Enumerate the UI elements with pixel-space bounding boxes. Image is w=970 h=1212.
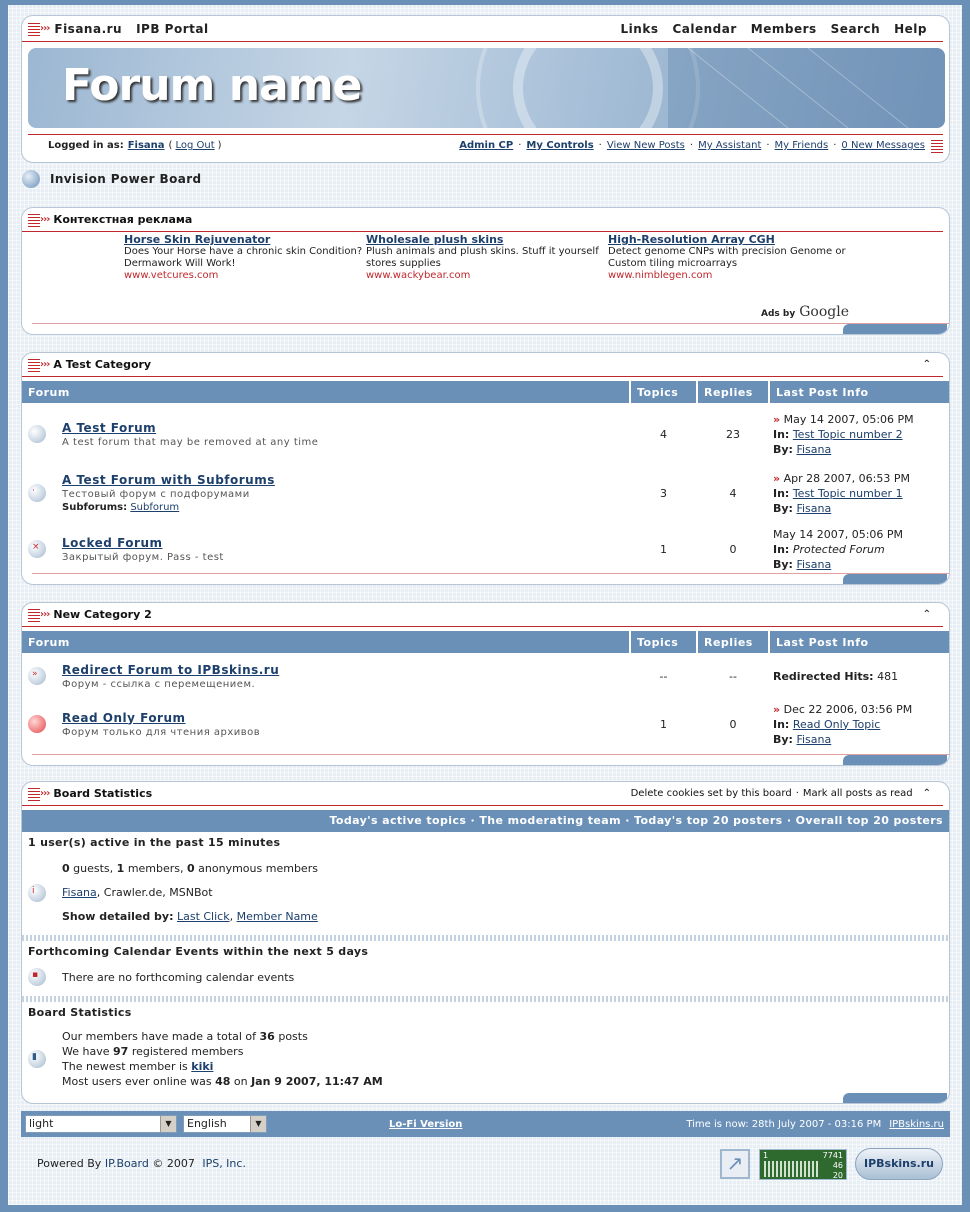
forum-row	[22, 699, 949, 749]
sep: ·	[766, 140, 770, 151]
my-assistant-link[interactable]: My Assistant	[698, 140, 762, 151]
posts-total	[62, 1029, 383, 1044]
forum-replies: 4	[729, 486, 737, 500]
box-foot-tab	[843, 324, 947, 334]
moderating-team-link[interactable]: The moderating team	[479, 814, 621, 827]
col-last-post: Last Post Info	[769, 381, 949, 403]
last-post-date: Dec 22 2006, 03:56 PM	[783, 702, 913, 716]
forum-table	[22, 381, 949, 577]
category-box	[21, 352, 950, 585]
last-post-user[interactable]: Fisana	[796, 442, 832, 456]
by-label: By:	[773, 732, 793, 746]
calendar-icon: ▪	[28, 968, 46, 986]
col-forum: Forum	[22, 631, 630, 653]
forum-readonly-icon	[28, 715, 46, 733]
posts-pre: Our members have made a total of	[62, 1030, 257, 1043]
ad-text: Detect genome CNPs with precision Genome or Custom tiling microarrays	[608, 246, 846, 269]
forum-topics: --	[659, 669, 668, 683]
in-label: In:	[773, 542, 790, 556]
online-list	[62, 881, 318, 905]
arrows-icon: ›››	[40, 214, 50, 225]
subforum-link[interactable]: Subforum	[130, 502, 180, 513]
ipboard-link[interactable]: IP.Board	[104, 1157, 149, 1170]
counter-bars	[764, 1161, 820, 1177]
overall-top-posters-link[interactable]: Overall top 20 posters	[795, 814, 943, 827]
by-label: By:	[773, 442, 793, 456]
arrows-icon: ›››	[40, 788, 50, 799]
posts-post: posts	[278, 1030, 308, 1043]
subforums-label: Subforums:	[62, 502, 128, 513]
last-post-arrow-icon[interactable]: »	[773, 702, 781, 716]
last-post-arrow-icon[interactable]: »	[773, 412, 781, 426]
top-nav	[22, 16, 943, 42]
ad-url[interactable]: www.nimblegen.com	[608, 270, 713, 281]
counter-total: 7741	[822, 1151, 843, 1160]
ips-link[interactable]: IPS, Inc.	[202, 1157, 246, 1170]
in-label: In:	[773, 427, 790, 441]
header-box	[21, 15, 950, 163]
forum-desc: Форум - ссылка с перемещением.	[62, 678, 256, 690]
forum-name[interactable]: Read Only Forum	[62, 710, 186, 725]
forum-desc: Форум только для чтения архивов	[62, 726, 261, 738]
forum-desc: A test forum that may be removed at any time	[62, 436, 319, 448]
forum-row	[22, 521, 949, 577]
stats-box	[21, 781, 950, 1104]
in-label: In:	[773, 717, 790, 731]
forum-name[interactable]: A Test Forum with Subforums	[62, 473, 275, 487]
col-forum: Forum	[22, 381, 630, 403]
last-post-topic[interactable]: Test Topic number 2	[792, 427, 903, 441]
view-new-posts-link[interactable]: View New Posts	[606, 140, 685, 151]
page	[8, 5, 962, 1205]
most-date: Jan 9 2007, 11:47 AM	[251, 1075, 383, 1088]
arrows-icon: ›››	[40, 359, 50, 370]
anon-count: 0	[187, 862, 195, 875]
forum-desc: Закрытый форум. Pass - test	[62, 551, 224, 563]
ads-head	[22, 208, 943, 232]
stripes-icon	[28, 213, 40, 227]
my-controls-link[interactable]: My Controls	[526, 140, 594, 151]
online-user-link[interactable]: Fisana	[62, 886, 97, 899]
guests-count: 0	[62, 862, 70, 875]
forum-row	[22, 403, 949, 465]
most-pre: Most users ever online was	[62, 1075, 212, 1088]
site-name-link[interactable]: Fisana.ru	[54, 21, 123, 36]
user-link[interactable]: Fisana	[127, 140, 165, 151]
active-topics-link[interactable]: Today's active topics	[329, 814, 467, 827]
board-stats-section	[22, 1023, 949, 1095]
forum-topics: 1	[660, 542, 667, 556]
stats-head	[22, 782, 943, 806]
ad-text: Does Your Horse have a chronic skin Condition? Dermawork Will Work!	[124, 246, 363, 269]
sep: ·	[689, 140, 694, 151]
forum-replies: 0	[729, 717, 737, 731]
calendar-section	[22, 962, 949, 996]
most-online	[62, 1074, 383, 1089]
members-label: members,	[127, 862, 184, 875]
last-post-date: May 14 2007, 05:06 PM	[783, 412, 914, 426]
forum-topics: 1	[660, 717, 667, 731]
ads-by-label: Ads by	[761, 309, 796, 319]
copyright	[37, 1157, 246, 1170]
sep: ·	[518, 140, 522, 151]
registered-total	[62, 1044, 383, 1059]
divider	[32, 754, 949, 755]
forum-desc: Тестовый форум с подфорумами	[62, 489, 250, 500]
counter-today: 46	[832, 1161, 843, 1170]
collapse-icon[interactable]: ⌃	[922, 609, 931, 620]
last-post	[769, 521, 949, 577]
forum-row	[22, 653, 949, 699]
board-stats-head: Board Statistics	[28, 1006, 132, 1019]
admin-cp-link[interactable]: Admin CP	[459, 140, 514, 151]
arrows-icon: ›››	[40, 23, 50, 34]
breadcrumb	[22, 170, 202, 188]
stripes-icon	[28, 608, 40, 622]
category-head	[22, 353, 943, 377]
external-link-icon[interactable]: ↗	[720, 1149, 750, 1179]
last-post	[769, 403, 949, 465]
ad-url[interactable]: www.wackybear.com	[366, 270, 471, 281]
ad-item	[124, 234, 366, 282]
col-replies: Replies	[697, 631, 769, 653]
active-counts	[62, 857, 318, 881]
forum-read-icon	[28, 425, 46, 443]
new-messages-link[interactable]: 0 New Messages	[841, 140, 925, 151]
divider	[32, 323, 949, 324]
footer-bar	[21, 1111, 950, 1137]
col-topics: Topics	[630, 381, 697, 403]
ad-title[interactable]: Horse Skin Rejuvenator	[124, 233, 271, 246]
last-post-topic[interactable]: Read Only Topic	[792, 717, 881, 731]
logout-link[interactable]: Log Out	[175, 140, 215, 151]
last-post-user[interactable]: Fisana	[796, 501, 832, 515]
sep: ·	[598, 140, 602, 151]
last-post-date: Apr 28 2007, 06:53 PM	[783, 471, 910, 485]
redirect-hits: 481	[877, 669, 899, 683]
ad-url[interactable]: www.vetcures.com	[124, 270, 219, 281]
member-name-link[interactable]: Member Name	[236, 910, 318, 923]
user-links	[459, 140, 931, 151]
most-count: 48	[215, 1075, 231, 1088]
last-post-date: May 14 2007, 05:06 PM	[773, 527, 904, 541]
forum-redirect-icon: »	[28, 667, 46, 685]
forum-locked-icon: ×	[28, 540, 46, 558]
ad-title[interactable]: Wholesale plush skins	[366, 233, 504, 246]
box-foot-tab	[843, 755, 947, 765]
lofi-link[interactable]: Lo-Fi Version	[389, 1118, 463, 1130]
last-post-topic[interactable]: Test Topic number 1	[792, 486, 903, 500]
main-nav	[621, 22, 943, 36]
col-replies: Replies	[697, 381, 769, 403]
active-users-head: 1 user(s) active in the past 15 minutes	[28, 836, 281, 849]
newest-pre: The newest member is	[62, 1060, 188, 1073]
language-value: English	[187, 1117, 227, 1130]
stats-chart-icon: ▮	[28, 1050, 46, 1068]
ads-by-google[interactable]	[761, 304, 849, 320]
forum-replies: 0	[729, 542, 737, 556]
user-bar	[28, 134, 943, 156]
detailed-label: Show detailed by:	[62, 910, 174, 923]
col-last-post: Last Post Info	[769, 631, 949, 653]
last-post	[769, 653, 949, 699]
ad-item	[366, 234, 608, 282]
show-detailed: Show detailed by: Last Click, Member Name	[62, 910, 318, 923]
counter-online: 20	[832, 1171, 843, 1180]
stats-links-bar: Today's active topics · The moderating team · Today's top 20 posters · Overall top 20 posters	[22, 810, 949, 832]
time-now: Time is now: 28th July 2007 - 03:16 PM	[686, 1118, 882, 1130]
by-label: By:	[773, 557, 793, 571]
forum-name[interactable]: Redirect Forum to IPBskins.ru	[62, 662, 280, 677]
online-users-icon: i	[28, 884, 46, 902]
skin-value: light	[29, 1117, 54, 1130]
collapse-icon[interactable]: ⌃	[922, 359, 931, 370]
calendar-text: There are no forthcoming calendar events	[62, 970, 295, 984]
ipbskins-badge-label: IPBskins.ru	[864, 1157, 934, 1170]
category-title[interactable]: A Test Category	[53, 358, 152, 371]
language-select[interactable]	[183, 1115, 267, 1133]
ad-text: Plush animals and plush skins. Stuff it yourself stores supplies	[366, 246, 599, 269]
ads-list	[22, 234, 949, 282]
breadcrumb-icon	[22, 170, 40, 188]
stats-actions	[631, 788, 913, 799]
my-friends-link[interactable]: My Friends	[774, 140, 829, 151]
nav-search[interactable]: Search	[830, 21, 881, 36]
breadcrumb-text[interactable]: Invision Power Board	[50, 172, 202, 186]
delete-cookies-link[interactable]: Delete cookies set by this board	[630, 788, 792, 799]
forum-name[interactable]: Locked Forum	[62, 535, 163, 550]
copyright-year: © 2007	[152, 1157, 195, 1170]
category-head	[22, 603, 943, 627]
logged-in-label: Logged in as:	[48, 140, 124, 151]
last-post	[769, 699, 949, 749]
arrows-icon: ›››	[40, 609, 50, 620]
members-count: 1	[116, 862, 125, 875]
box-foot-tab	[843, 1093, 947, 1103]
nav-calendar[interactable]: Calendar	[672, 21, 737, 36]
by-label: By:	[773, 501, 793, 515]
anon-label: anonymous members	[198, 862, 318, 875]
nav-help[interactable]: Help	[894, 21, 927, 36]
ad-item	[608, 234, 850, 282]
last-post-user[interactable]: Fisana	[796, 732, 832, 746]
powered-pre: Powered By	[37, 1157, 102, 1170]
redirect-hits-label: Redirected Hits:	[773, 669, 874, 683]
last-post-user[interactable]: Fisana	[796, 557, 832, 571]
banner-title: Forum name	[62, 60, 362, 111]
sep: ·	[795, 788, 799, 799]
last-post-arrow-icon[interactable]: »	[773, 471, 781, 485]
google-logo: Google	[799, 304, 849, 320]
portal-link[interactable]: IPB Portal	[136, 21, 209, 36]
reg-post: registered members	[131, 1045, 244, 1058]
nav-members[interactable]: Members	[750, 21, 817, 36]
counter-label: 1	[763, 1151, 769, 1160]
forum-table	[22, 631, 949, 749]
ipbskins-badge[interactable]	[855, 1148, 943, 1180]
sep: ·	[833, 140, 837, 151]
box-foot-tab	[843, 574, 947, 584]
stats-title: Board Statistics	[53, 787, 153, 800]
most-on: on	[233, 1075, 248, 1088]
logout-paren-open: (	[168, 140, 173, 151]
forum-row	[22, 465, 949, 521]
reg-pre: We have	[62, 1045, 110, 1058]
ads-title: Контекстная реклама	[53, 213, 193, 226]
mark-read-link[interactable]: Mark all posts as read	[802, 788, 913, 799]
last-post-topic: Protected Forum	[792, 542, 885, 556]
stripes-icon	[931, 139, 943, 153]
posts-count: 36	[259, 1030, 275, 1043]
online-others: , Crawler.de, MSNBot	[96, 886, 213, 899]
newest-member	[62, 1059, 383, 1074]
forum-topics: 4	[660, 427, 667, 441]
last-post	[769, 465, 949, 521]
forum-replies: --	[729, 669, 737, 683]
stripes-icon	[28, 22, 40, 36]
reg-count: 97	[113, 1045, 129, 1058]
calendar-head: Forthcoming Calendar Events within the next 5 days	[28, 945, 369, 958]
guests-label: guests,	[73, 862, 114, 875]
newest-member-link[interactable]: kiki	[191, 1060, 214, 1073]
forum-name[interactable]: A Test Forum	[62, 420, 157, 435]
forum-subforum-icon: ·	[28, 484, 46, 502]
category-title[interactable]: New Category 2	[53, 608, 152, 621]
forum-replies: 23	[726, 427, 740, 441]
logout-paren-close: )	[217, 140, 222, 151]
site-footer-link[interactable]: IPBskins.ru	[889, 1118, 944, 1130]
category-box	[21, 602, 950, 766]
today-top-posters-link[interactable]: Today's top 20 posters	[634, 814, 783, 827]
stripes-icon	[28, 787, 40, 801]
collapse-icon[interactable]: ⌃	[922, 788, 931, 799]
last-click-link[interactable]: Last Click	[176, 910, 230, 923]
ad-title[interactable]: High-Resolution Array CGH	[608, 233, 775, 246]
counter-widget[interactable]	[759, 1149, 847, 1180]
chevron-down-icon: ▼	[160, 1116, 176, 1132]
banner	[28, 48, 945, 128]
stripes-icon	[28, 358, 40, 372]
active-users-section	[22, 853, 949, 935]
col-topics: Topics	[630, 631, 697, 653]
skin-select[interactable]	[25, 1115, 177, 1133]
nav-links[interactable]: Links	[620, 21, 659, 36]
divider	[32, 573, 949, 574]
chevron-down-icon: ▼	[250, 1116, 266, 1132]
table-header	[22, 631, 949, 653]
forum-topics: 3	[660, 486, 667, 500]
table-header	[22, 381, 949, 403]
in-label: In:	[773, 486, 790, 500]
ads-box	[21, 207, 950, 335]
